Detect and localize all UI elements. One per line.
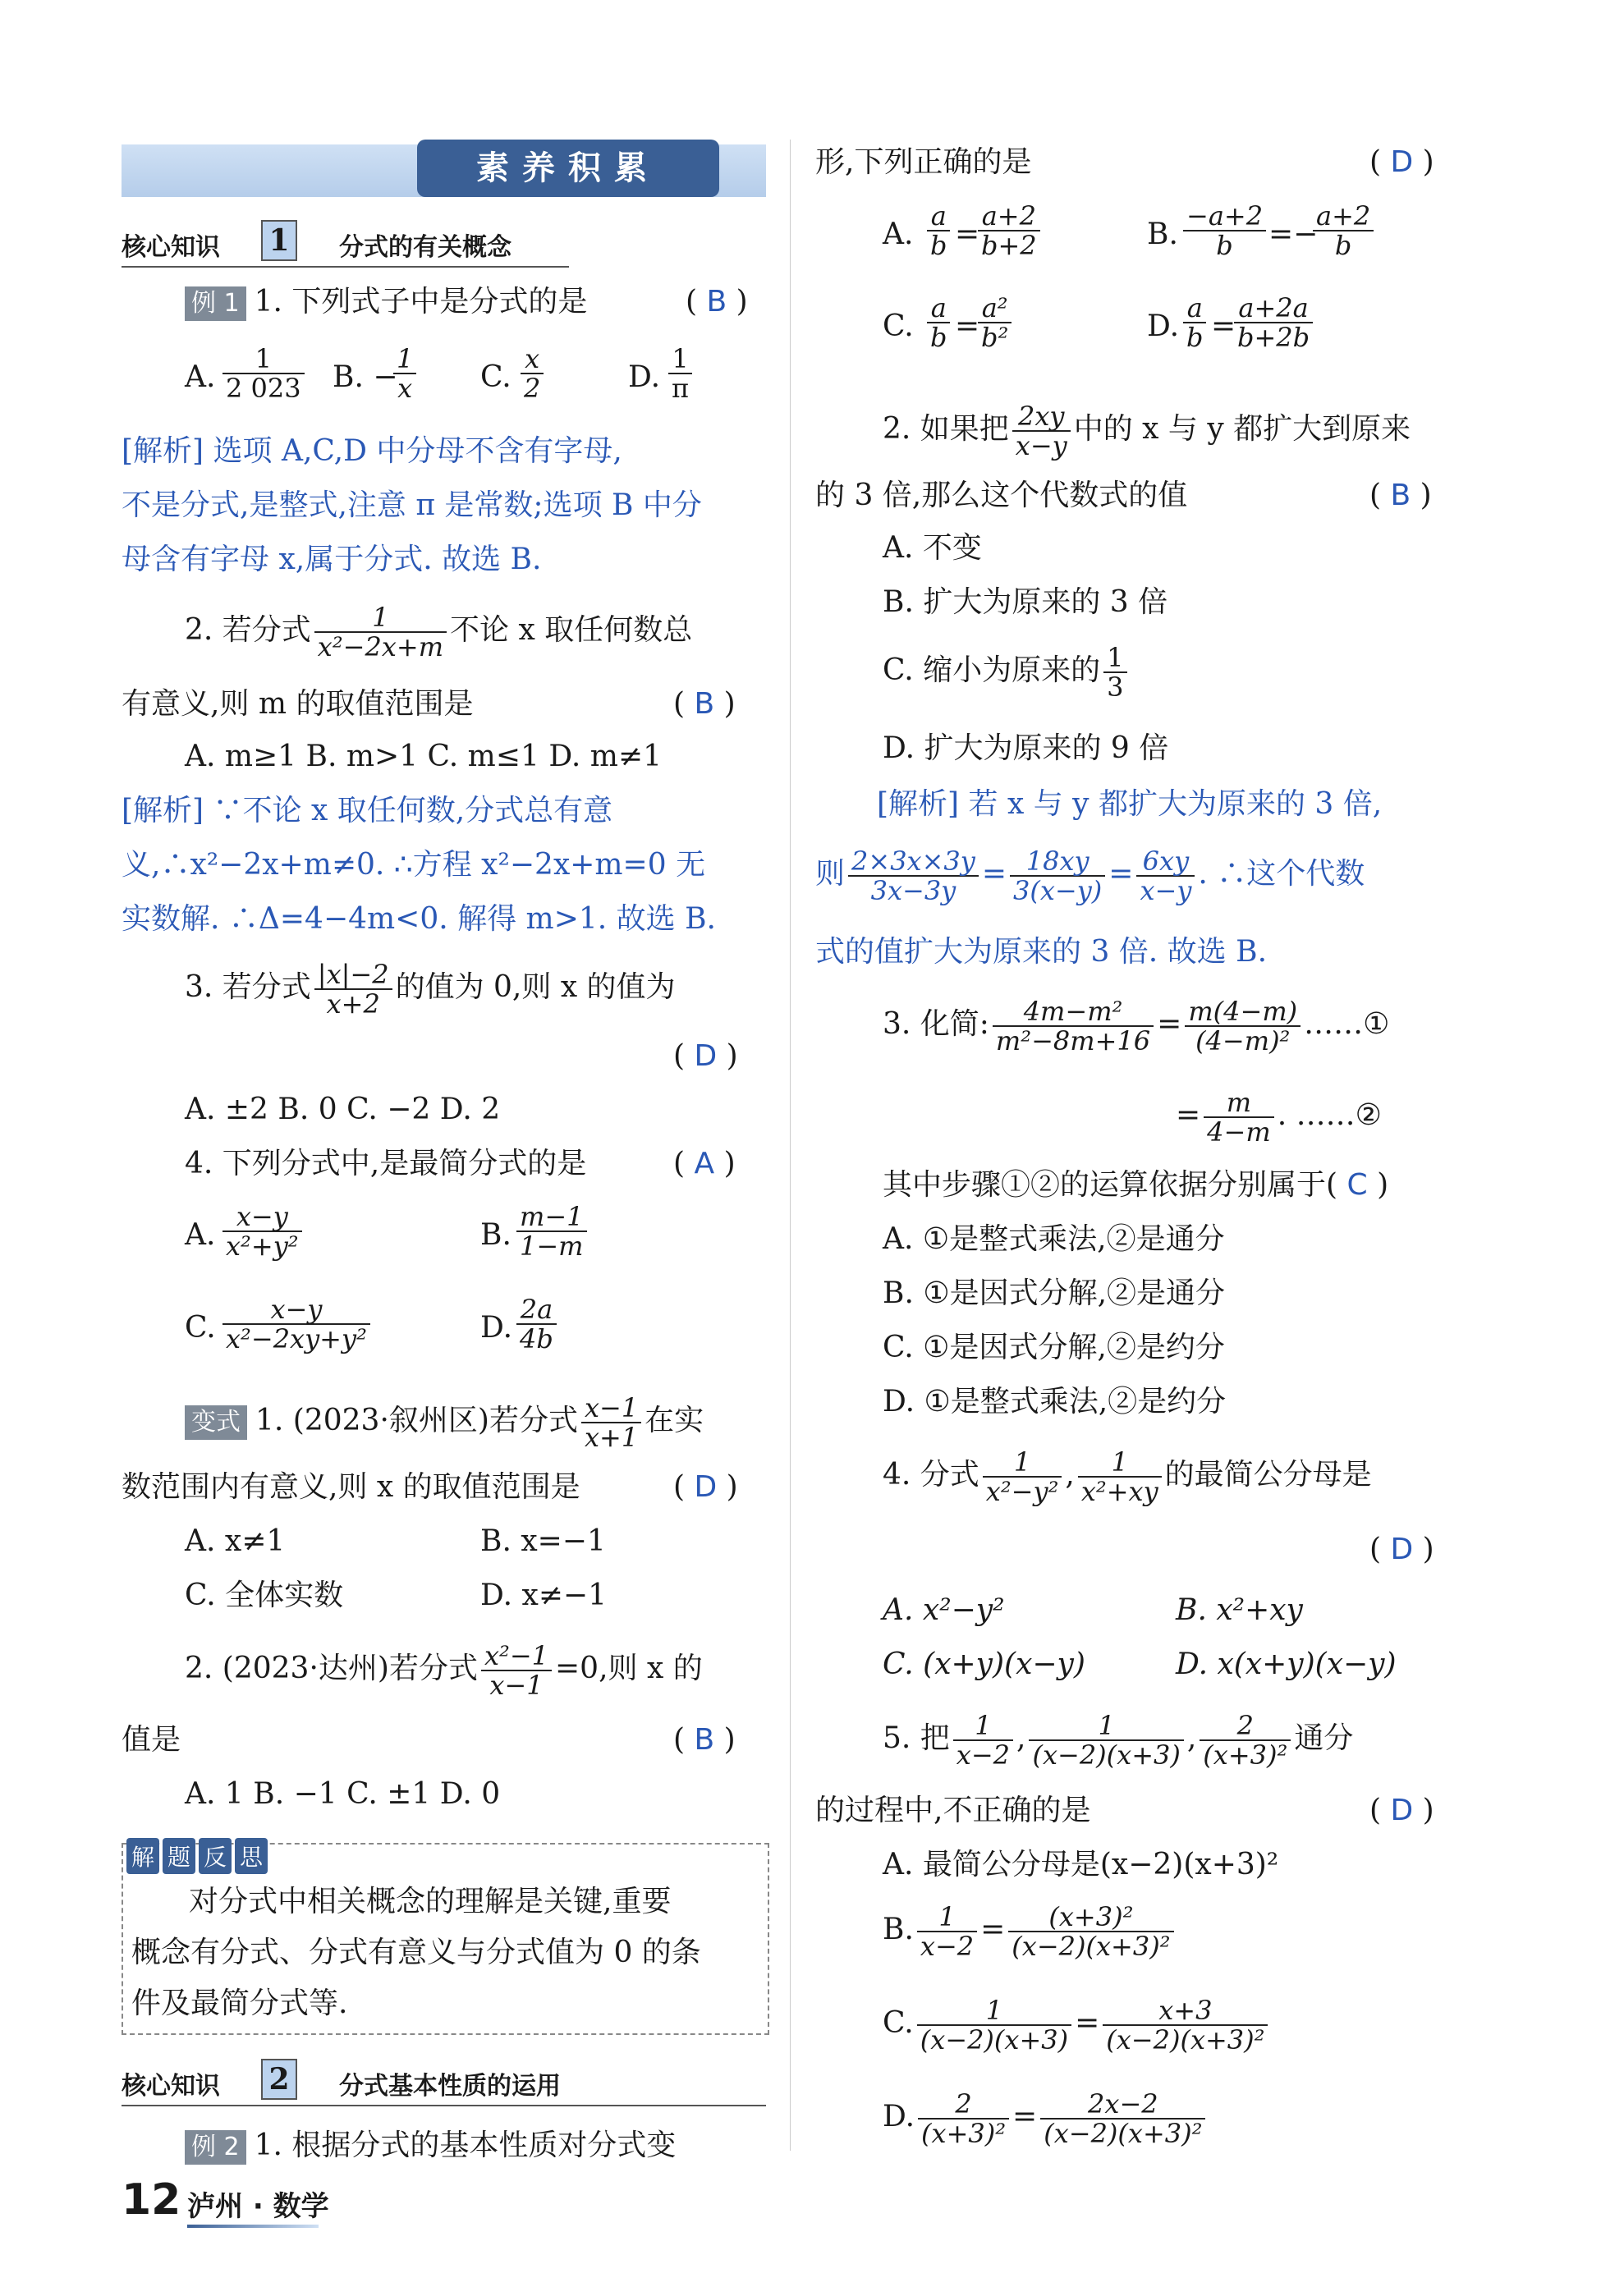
r-q2-option-d: D. 扩大为原来的 9 倍 [883, 731, 1169, 765]
reflection-tab: 解 题 反 思 [126, 1838, 271, 1874]
knowledge-header-2 [122, 2059, 766, 2106]
q3-answer: ( D ) [673, 1039, 738, 1073]
q2-stem: 2. 若分式 $\frac{1}{\text{x²−2x+m}}$ 不论 x 取任何数总 [185, 602, 693, 662]
example-tag: 例 1 [185, 286, 246, 321]
q2-stem-2: 有意义,则 m 的取值范围是 ( B ) [122, 687, 736, 721]
r-q2-analysis-2: 则 $\frac{2\times 3x\times 3y}{3x-3y}$ = $\frac{18xy}{3(x-y)}$ = $\frac{6xy}{x-y}$ . ∴这个代数 [815, 846, 1365, 906]
q3-options: A. ±2 B. 0 C. −2 D. 2 [185, 1093, 501, 1126]
r-q5-option-c: C. $\frac{1}{(x-2)(x+3)}$ = $\frac{x+3}{\text{(x−2)(x+3)²}}$ [883, 1996, 1271, 2054]
q2-options: A. m≥1 B. m>1 C. m≤1 D. m≠1 [185, 740, 662, 773]
banner-title: 素养积累 [417, 140, 719, 197]
answer: B [706, 285, 727, 319]
reflection-line-1: 对分式中相关概念的理解是关键,重要 [189, 1885, 672, 1918]
r-q2-stem: 2. 如果把 $\frac{2xy}{x-y}$ 中的 x 与 y 都扩大到原来 [883, 401, 1411, 461]
reflection-box [122, 1843, 769, 2035]
q4-options-ab: A. $\frac{x-y}{\text{x²+y²}}$ B. $\frac{m-1}{1-m}$ [185, 1203, 766, 1276]
q4-stem: 4. 下列分式中,是最简分式的是 ( A ) [185, 1147, 736, 1180]
r-q1-stem: 形,下列正确的是 ( D ) [815, 145, 1434, 179]
q1-analysis-2: 不是分式,是整式,注意 π 是常数;选项 B 中分 [122, 488, 702, 522]
r-q2-option-a: A. 不变 [883, 531, 982, 565]
r-q1-options-ab: A. $\frac{a}{b}$ = $\frac{a+2}{b+2}$ B. $\frac{-a+2}{b}$ =− $\frac{a+2}{b}$ [883, 202, 1457, 276]
v1-option-d: D. x≠−1 [480, 1579, 608, 1612]
r-q5-option-b: B. $\frac{1}{x-2}$ = $\frac{\text{(x+3)²}}{\text{(x−2)(x+3)²}}$ [883, 1903, 1177, 1960]
r-q4-answer: ( D ) [1369, 1533, 1434, 1566]
q1-analysis-1: [解析] 选项 A,C,D 中分母不含有字母, [122, 434, 622, 468]
v1-option-c: C. 全体实数 [185, 1579, 344, 1612]
column-divider [790, 140, 791, 2151]
ex2-stem: 例 2 1. 根据分式的基本性质对分式变 [185, 2128, 676, 2165]
knowledge-header-1 [122, 220, 569, 268]
v1-stem: 变式 1. (2023·叙州区)若分式 $\frac{x-1}{x+1}$ 在实 [185, 1394, 704, 1451]
r-q5-option-d: D. $\frac{2}{\text{(x+3)²}}$ = $\frac{2x-2}{\text{(x−2)(x+3)²}}$ [883, 2090, 1209, 2147]
reflection-line-3: 件及最简分式等. [131, 1987, 348, 2020]
r-q2-analysis-3: 式的值扩大为原来的 3 倍. 故选 B. [815, 935, 1268, 969]
q3-stem: 3. 若分式 $\frac{|x|-2}{x+2}$ 的值为 0,则 x 的值为 [185, 959, 676, 1020]
r-q3-step2: = $\frac{m}{4-m}$ . ……② [1176, 1087, 1382, 1148]
r-q4-option-c: C. (x+y)(x−y) [883, 1648, 1085, 1681]
r-q4-option-b: B. x²+xy [1176, 1593, 1303, 1627]
variant-tag: 变式 [185, 1405, 247, 1440]
r-q5-option-a: A. 最简公分母是(x−2)(x+3)² [883, 1848, 1279, 1881]
knowledge-number: 2 [261, 2059, 297, 2100]
r-q5-stem-2: 的过程中,不正确的是 ( D ) [815, 1794, 1434, 1827]
v1-stem-2: 数范围内有意义,则 x 的取值范围是 ( D ) [122, 1470, 738, 1504]
r-q1-options-cd: C. $\frac{a}{b}$ = $\frac{\text{a²}}{\text{b²}}$ D. $\frac{a}{b}$ = $\frac{a+2a}{b+2b}$ [883, 294, 1457, 368]
page-number: 12 [122, 2175, 181, 2225]
v1-option-b: B. x=−1 [480, 1524, 606, 1558]
q1-stem: 例 1 1. 下列式子中是分式的是 ( B ) [185, 284, 766, 321]
knowledge-number: 1 [261, 220, 297, 261]
footer-underline [187, 2225, 319, 2228]
example-tag: 例 2 [185, 2130, 246, 2165]
q1-options: A. $\frac{1}{2 023}$ B. − $\frac{1}{x}$ C. $\frac{x}{2}$ D. $\frac{1}{\pi}$ [185, 345, 766, 410]
footer-text: 泸州 · 数学 [187, 2190, 329, 2223]
r-q2-stem-2: 的 3 倍,那么这个代数式的值 ( B ) [815, 479, 1432, 512]
q2-analysis-2: 义,∴x²−2x+m≠0. ∴方程 x²−2x+m=0 无 [122, 848, 706, 882]
knowledge-title: 分式的有关概念 [339, 233, 511, 262]
v1-option-a: A. x≠1 [185, 1524, 286, 1558]
r-q5-stem: 5. 把 $\frac{1}{x-2}$ , $\frac{1}{(x-2)(x+3)}$ , $\frac{2}{\text{(x+3)²}}$ 通分 [883, 1710, 1354, 1771]
reflection-line-2: 概念有分式、分式有意义与分式值为 0 的条 [131, 1936, 701, 1969]
r-q3-option-a: A. ①是整式乘法,②是通分 [883, 1222, 1225, 1256]
v2-stem: 2. (2023·达州)若分式 $\frac{\text{x²−1}}{x-1}$ =0,则 x 的 [185, 1640, 703, 1701]
q4-options-cd: C. $\frac{x-y}{\text{x²−2xy+y²}}$ D. $\frac{2a}{4b}$ [185, 1295, 766, 1369]
r-q3-option-c: C. ①是因式分解,②是约分 [883, 1331, 1225, 1364]
r-q2-option-b: B. 扩大为原来的 3 倍 [883, 585, 1168, 619]
q1-analysis-3: 母含有字母 x,属于分式. 故选 B. [122, 543, 542, 576]
r-q4-stem: 4. 分式 $\frac{1}{\text{x²−y²}}$ , $\frac{1}{\text{x²+xy}}$ 的最简公分母是 [883, 1446, 1372, 1507]
knowledge-label: 核心知识 [122, 2072, 220, 2101]
r-q3-question: 其中步骤①②的运算依据分别属于( C ) [883, 1168, 1389, 1202]
r-q2-option-c: C. 缩小为原来的 $\frac{1}{3}$ [883, 644, 1131, 701]
r-q2-analysis-1: [解析] 若 x 与 y 都扩大为原来的 3 倍, [877, 787, 1383, 821]
r-q4-option-a: A. x²−y² [883, 1593, 1005, 1627]
v2-stem-2: 值是 ( B ) [122, 1723, 736, 1757]
knowledge-label: 核心知识 [122, 233, 220, 262]
v2-options: A. 1 B. −1 C. ±1 D. 0 [185, 1777, 501, 1811]
q2-analysis-1: [解析] ∵不论 x 取任何数,分式总有意 [122, 794, 613, 827]
r-q3-option-b: B. ①是因式分解,②是通分 [883, 1276, 1226, 1310]
knowledge-title: 分式基本性质的运用 [339, 2072, 561, 2101]
r-q3-option-d: D. ①是整式乘法,②是约分 [883, 1385, 1227, 1418]
section-banner [122, 144, 766, 197]
r-q3-stem: 3. 化简: $\frac{\text{4m−m²}}{\text{m²−8m+16}}$ = $\frac{m(4-m)}{\text{(4−m)²}}$ ……① [883, 996, 1390, 1056]
q2-analysis-3: 实数解. ∴Δ=4−4m<0. 解得 m>1. 故选 B. [122, 902, 716, 936]
r-q4-option-d: D. x(x+y)(x−y) [1176, 1648, 1397, 1681]
